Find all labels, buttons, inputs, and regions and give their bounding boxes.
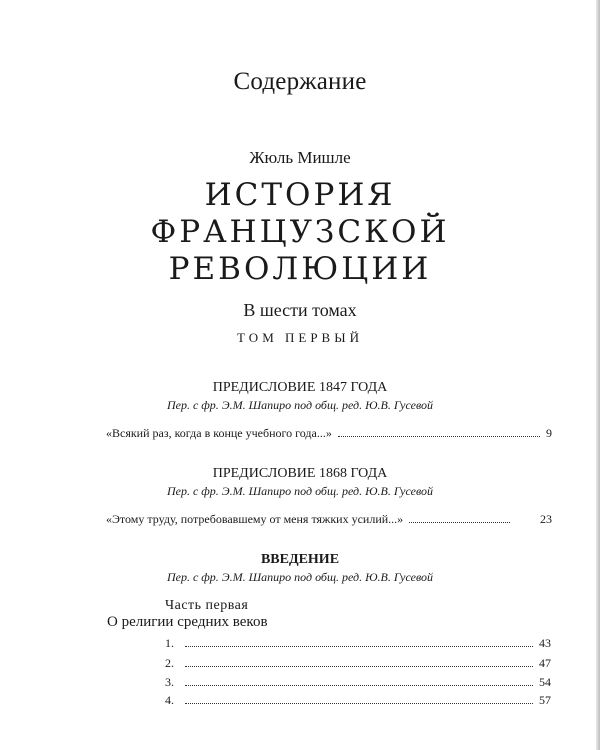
volumes-note: В шести томах	[243, 300, 357, 320]
book-title-line-1: ИСТОРИЯ	[204, 177, 396, 213]
toc-entry[interactable]	[106, 512, 552, 527]
section-heading-introduction: ВВЕДЕНИЕ	[260, 552, 340, 567]
volume-label: ТОМ ПЕРВЫЙ	[237, 330, 363, 345]
section-heading-preface-1868: ПРЕДИСЛОВИЕ 1868 ГОДА	[212, 466, 388, 481]
toc-entry-label: «Всякий раз, когда в конце учебного года...»	[106, 426, 332, 440]
chapter-entry[interactable]	[165, 675, 551, 690]
dot-leader	[409, 522, 510, 523]
chapter-page: 57	[539, 693, 551, 707]
dot-leader	[185, 646, 533, 647]
chapter-entry[interactable]	[165, 636, 551, 651]
toc-entry-label: «Этому труду, потребовавшему от меня тяжких усилий...»	[106, 512, 404, 526]
chapter-entry[interactable]	[165, 656, 551, 671]
section-credit: Пер. с фр. Э.М. Шапиро под общ. ред. Ю.В. Гусевой	[166, 398, 434, 412]
chapter-number: 2.	[165, 656, 174, 670]
chapter-page: 54	[539, 675, 551, 689]
book-title	[0, 177, 600, 288]
scan-edge	[596, 0, 600, 750]
toc-entry-page: 23	[540, 512, 552, 526]
chapter-page: 43	[539, 636, 551, 650]
dot-leader	[185, 666, 533, 667]
chapter-entry[interactable]	[165, 693, 551, 708]
section-credit: Пер. с фр. Э.М. Шапиро под общ. ред. Ю.В. Гусевой	[166, 570, 434, 584]
author-name: Жюль Мишле	[249, 148, 351, 167]
contents-title: Содержание	[233, 68, 367, 95]
chapter-number: 4.	[165, 693, 174, 707]
dot-leader	[185, 685, 533, 686]
dot-leader	[338, 436, 540, 437]
section-credit: Пер. с фр. Э.М. Шапиро под общ. ред. Ю.В. Гусевой	[166, 484, 434, 498]
toc-entry-page: 9	[546, 426, 552, 440]
part-title: О религии средних веков	[107, 614, 268, 630]
book-title-line-3: РЕВОЛЮЦИИ	[168, 251, 432, 287]
book-title-line-2: ФРАНЦУЗСКОЙ	[150, 214, 450, 250]
toc-entry[interactable]	[106, 426, 552, 441]
chapter-number: 1.	[165, 636, 174, 650]
part-label: Часть первая	[165, 598, 249, 613]
chapter-page: 47	[539, 656, 551, 670]
section-heading-preface-1847: ПРЕДИСЛОВИЕ 1847 ГОДА	[212, 380, 388, 395]
dot-leader	[185, 703, 533, 704]
chapter-number: 3.	[165, 675, 174, 689]
